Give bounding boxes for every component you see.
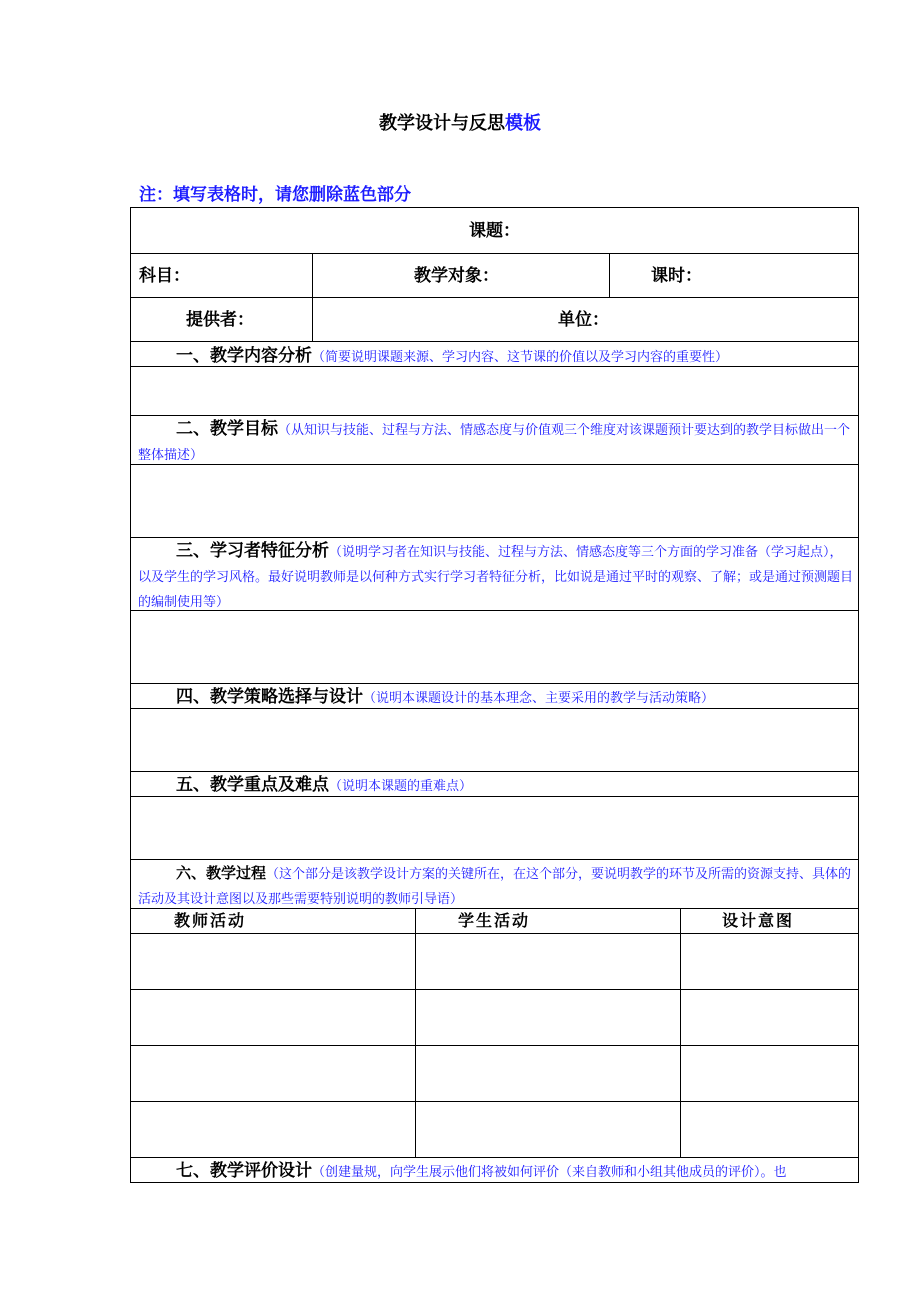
unit-field[interactable]: 单位： bbox=[558, 310, 609, 330]
design-intent-cell[interactable] bbox=[681, 1102, 858, 1157]
topic-field[interactable]: 课题： bbox=[469, 221, 520, 241]
column-student-activity: 学生活动 bbox=[458, 911, 531, 930]
section-teaching-objectives: 二、教学目标（从知识与技能、过程与方法、情感态度与价值观三个维度对该课题预计要达到的教学目标做出一个整体描述） bbox=[138, 419, 851, 463]
teacher-activity-cell[interactable] bbox=[131, 990, 415, 1045]
student-activity-cell[interactable] bbox=[416, 934, 680, 989]
learner-analysis-input[interactable] bbox=[131, 611, 858, 683]
audience-field[interactable]: 教学对象： bbox=[414, 266, 499, 286]
provider-field[interactable]: 提供者： bbox=[186, 310, 254, 330]
instruction-note: 注：填写表格时，请您删除蓝色部分 bbox=[139, 185, 411, 205]
column-teacher-activity: 教师活动 bbox=[174, 911, 247, 930]
section-teaching-process: 六、教学过程（这个部分是该教学设计方案的关键所在，在这个部分，要说明教学的环节及所需的资源支持、具体的活动及其设计意图以及那些需要特别说明的教师引导语） bbox=[138, 864, 852, 907]
section-teaching-strategy: 四、教学策略选择与设计（说明本课题设计的基本理念、主要采用的教学与活动策略） bbox=[176, 687, 715, 707]
section-evaluation-design: 七、教学评价设计（创建量规，向学生展示他们将被如何评价（来自教师和小组其他成员的评价）。也 bbox=[176, 1161, 787, 1181]
page-title: 教学设计与反思模板 bbox=[379, 113, 541, 134]
key-points-input[interactable] bbox=[131, 797, 858, 859]
teacher-activity-cell[interactable] bbox=[131, 1046, 415, 1101]
student-activity-cell[interactable] bbox=[416, 1102, 680, 1157]
section-key-points: 五、教学重点及难点（说明本课题的重难点） bbox=[176, 775, 473, 795]
teacher-activity-cell[interactable] bbox=[131, 1102, 415, 1157]
teaching-objectives-input[interactable] bbox=[131, 465, 858, 537]
design-intent-cell[interactable] bbox=[681, 934, 858, 989]
section-content-analysis: 一、教学内容分析（简要说明课题来源、学习内容、这节课的价值以及学习内容的重要性） bbox=[176, 346, 729, 366]
student-activity-cell[interactable] bbox=[416, 1046, 680, 1101]
teacher-activity-cell[interactable] bbox=[131, 934, 415, 989]
student-activity-cell[interactable] bbox=[416, 990, 680, 1045]
content-analysis-input[interactable] bbox=[131, 367, 858, 414]
column-design-intent: 设计意图 bbox=[722, 911, 795, 930]
subject-field[interactable]: 科目： bbox=[139, 266, 190, 286]
lesson-plan-table bbox=[130, 207, 859, 1183]
design-intent-cell[interactable] bbox=[681, 1046, 858, 1101]
title-accent: 模板 bbox=[505, 113, 541, 134]
hours-field[interactable]: 课时： bbox=[651, 266, 702, 286]
section-learner-analysis: 三、学习者特征分析（说明学习者在知识与技能、过程与方法、情感态度等三个方面的学习准备（学习起点），以及学生的学习风格。最好说明教师是以何种方式实行学习者特征分析，比如说是通过平时的观察、了解；或是通过预测题目的编制使用等） bbox=[138, 541, 854, 610]
design-intent-cell[interactable] bbox=[681, 990, 858, 1045]
teaching-strategy-input[interactable] bbox=[131, 709, 858, 770]
